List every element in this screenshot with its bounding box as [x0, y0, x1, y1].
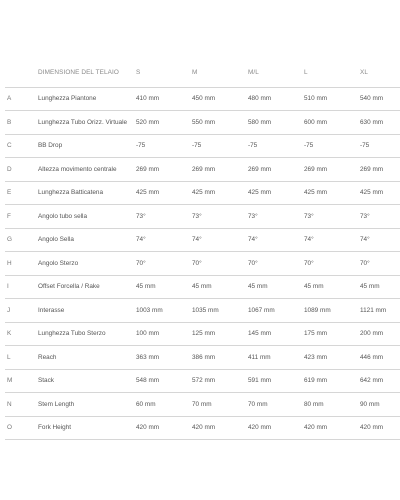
row-measurement-name: Lunghezza Tubo Orizz. Virtuale — [38, 118, 128, 126]
row-value-cell: 74° — [248, 236, 258, 244]
row-value-cell: 1121 mm — [360, 306, 387, 314]
row-value-cell: 269 mm — [192, 165, 216, 173]
table-row — [5, 299, 400, 323]
table-row — [5, 393, 400, 417]
row-value-cell: 1003 mm — [136, 306, 163, 314]
row-value-cell: 73° — [360, 212, 370, 220]
row-value-cell: 70° — [304, 259, 314, 267]
row-value-cell: 420 mm — [136, 424, 160, 432]
table-row — [5, 111, 400, 135]
row-letter: C — [7, 142, 12, 150]
table-row — [5, 416, 400, 440]
row-value-cell: 423 mm — [304, 353, 328, 361]
row-value-cell: 200 mm — [360, 330, 384, 338]
row-letter: F — [7, 212, 11, 220]
row-letter: H — [7, 259, 12, 267]
row-measurement-name: Fork Height — [38, 424, 72, 432]
row-value-cell: 73° — [192, 212, 202, 220]
row-letter: A — [7, 95, 12, 103]
row-value-cell: 1067 mm — [248, 306, 275, 314]
geometry-table — [5, 58, 400, 440]
row-letter: M — [7, 377, 13, 385]
row-measurement-name: Angolo Sella — [38, 236, 74, 244]
row-value-cell: 420 mm — [360, 424, 384, 432]
row-letter: L — [7, 353, 11, 361]
row-value-cell: 70° — [360, 259, 370, 267]
row-measurement-name: Stem Length — [38, 400, 75, 408]
table-body — [5, 87, 400, 440]
header-size-s: S — [136, 68, 141, 76]
row-value-cell: 74° — [192, 236, 202, 244]
row-value-cell: 619 mm — [304, 377, 328, 385]
header-size-xl: XL — [360, 68, 369, 76]
row-value-cell: 425 mm — [136, 189, 160, 197]
row-value-cell: 269 mm — [248, 165, 272, 173]
row-measurement-name: Lunghezza Tubo Sterzo — [38, 330, 106, 338]
row-measurement-name: Angolo Sterzo — [38, 259, 79, 267]
table-header-row — [5, 58, 400, 87]
table-row — [5, 346, 400, 370]
row-measurement-name: Stack — [38, 377, 54, 385]
header-letter — [5, 58, 38, 87]
row-value-cell: 70° — [192, 259, 202, 267]
row-value-cell: 550 mm — [192, 118, 216, 126]
table-row — [5, 275, 400, 299]
row-value-cell: 45 mm — [304, 283, 324, 291]
row-letter: G — [7, 236, 12, 244]
row-value-cell: 425 mm — [248, 189, 272, 197]
table-row — [5, 181, 400, 205]
table-row — [5, 134, 400, 158]
row-value-cell: 591 mm — [248, 377, 272, 385]
row-value-cell: 60 mm — [136, 400, 156, 408]
row-letter: I — [7, 283, 9, 291]
row-value-cell: 100 mm — [136, 330, 160, 338]
row-value-cell: 70° — [248, 259, 258, 267]
row-value-cell: 73° — [248, 212, 258, 220]
row-value-cell: 73° — [304, 212, 314, 220]
row-measurement-name: Interasse — [38, 306, 65, 314]
row-value-cell: 70° — [136, 259, 146, 267]
row-letter: O — [7, 424, 12, 432]
header-size-ml: M/L — [248, 68, 259, 76]
row-value-cell: 520 mm — [136, 118, 160, 126]
row-value-cell: 125 mm — [192, 330, 216, 338]
row-value-cell: 74° — [360, 236, 370, 244]
row-value-cell: 70 mm — [192, 400, 212, 408]
row-value-cell: 74° — [136, 236, 146, 244]
row-value-cell: 74° — [304, 236, 314, 244]
row-value-cell: 145 mm — [248, 330, 272, 338]
row-value-cell: 600 mm — [304, 118, 328, 126]
row-value-cell: -75 — [360, 142, 370, 150]
row-value-cell: 642 mm — [360, 377, 384, 385]
table-row — [5, 228, 400, 252]
row-measurement-name: Lunghezza Batticatena — [38, 189, 104, 197]
row-measurement-name: Reach — [38, 353, 57, 361]
row-value-cell: 548 mm — [136, 377, 160, 385]
row-value-cell: -75 — [304, 142, 314, 150]
row-value-cell: 510 mm — [304, 95, 328, 103]
row-value-cell: 420 mm — [248, 424, 272, 432]
row-measurement-name: Altezza movimento centrale — [38, 165, 117, 173]
row-value-cell: 411 mm — [248, 353, 271, 361]
table-row — [5, 322, 400, 346]
row-value-cell: 45 mm — [360, 283, 380, 291]
row-value-cell: -75 — [136, 142, 146, 150]
table-row — [5, 369, 400, 393]
row-value-cell: 1089 mm — [304, 306, 331, 314]
row-value-cell: 420 mm — [192, 424, 216, 432]
row-measurement-name: Offset Forcella / Rake — [38, 283, 100, 291]
table-row — [5, 87, 400, 111]
table-row — [5, 158, 400, 182]
row-value-cell: 269 mm — [304, 165, 328, 173]
row-value-cell: 70 mm — [248, 400, 268, 408]
header-size-l: L — [304, 68, 308, 76]
row-value-cell: 80 mm — [304, 400, 324, 408]
row-value-cell: 90 mm — [360, 400, 380, 408]
row-letter: D — [7, 165, 12, 173]
row-measurement-name: Angolo tubo sella — [38, 212, 88, 220]
row-letter: B — [7, 118, 12, 126]
row-value-cell: 45 mm — [192, 283, 212, 291]
row-value-cell: 580 mm — [248, 118, 272, 126]
row-letter: E — [7, 189, 12, 197]
row-value-cell: 175 mm — [304, 330, 328, 338]
row-value-cell: 73° — [136, 212, 146, 220]
table-row — [5, 252, 400, 276]
row-value-cell: 420 mm — [304, 424, 328, 432]
row-letter: N — [7, 400, 12, 408]
row-value-cell: 540 mm — [360, 95, 384, 103]
header-size-m: M — [192, 68, 198, 76]
row-letter: K — [7, 330, 12, 338]
row-value-cell: 425 mm — [192, 189, 216, 197]
row-value-cell: 45 mm — [136, 283, 156, 291]
row-value-cell: 630 mm — [360, 118, 384, 126]
row-value-cell: 1035 mm — [192, 306, 219, 314]
row-value-cell: 386 mm — [192, 353, 216, 361]
header-frame-size: DIMENSIONE DEL TELAIO — [38, 68, 119, 76]
row-value-cell: 363 mm — [136, 353, 160, 361]
row-value-cell: 269 mm — [136, 165, 160, 173]
row-value-cell: 480 mm — [248, 95, 272, 103]
row-value-cell: 446 mm — [360, 353, 384, 361]
table-row — [5, 205, 400, 229]
row-value-cell: 450 mm — [192, 95, 216, 103]
row-value-cell: 425 mm — [360, 189, 384, 197]
row-measurement-name: BB Drop — [38, 142, 63, 150]
row-value-cell: -75 — [192, 142, 202, 150]
row-letter: J — [7, 306, 11, 314]
row-measurement-name: Lunghezza Piantone — [38, 95, 97, 103]
row-value-cell: -75 — [248, 142, 258, 150]
row-value-cell: 45 mm — [248, 283, 268, 291]
row-value-cell: 425 mm — [304, 189, 328, 197]
row-value-cell: 269 mm — [360, 165, 384, 173]
row-value-cell: 572 mm — [192, 377, 216, 385]
row-value-cell: 410 mm — [136, 95, 160, 103]
